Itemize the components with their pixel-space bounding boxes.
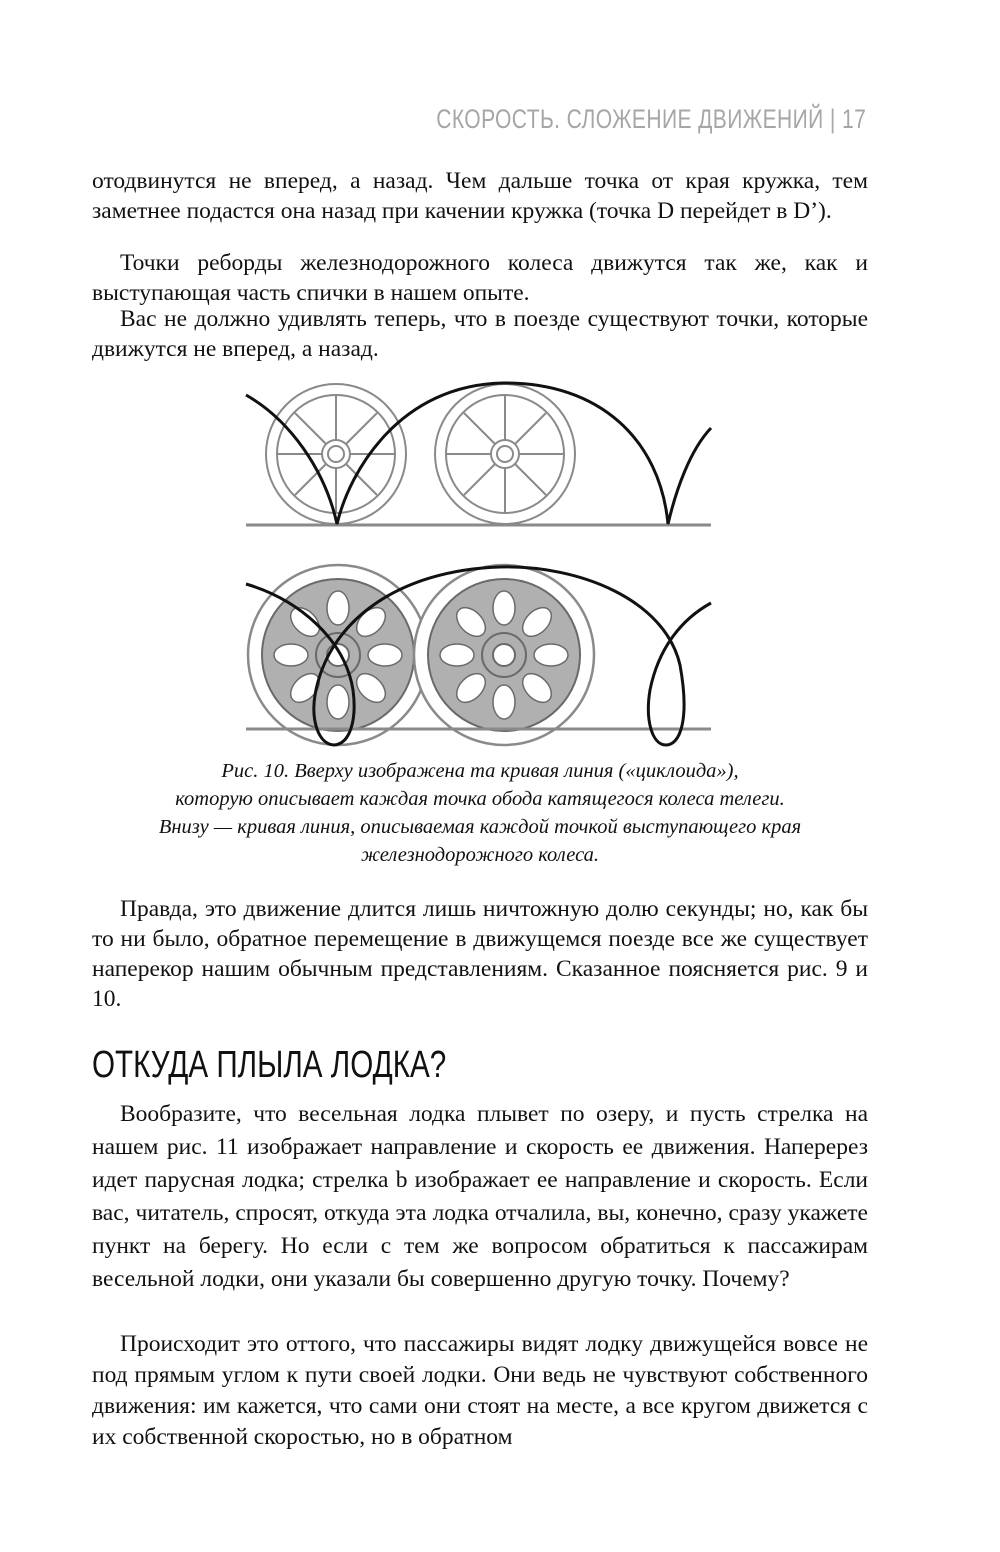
- railway-wheel-right: [414, 565, 594, 745]
- section-title: ОТКУДА ПЛЫЛА ЛОДКА?: [92, 1044, 447, 1086]
- caption-line: Внизу — кривая линия, описываемая каждой точкой выступающего края: [158, 816, 802, 838]
- caption-line: которую описывает каждая точка обода катящегося колеса телеги.: [175, 788, 785, 810]
- paragraph-6: Происходит это оттого, что пассажиры видят лодку движущейся вовсе не под прямым углом к пути своей лодки. Они ведь не чувствуют собственного движения: им кажется, что сами они стоят на месте, а все кругом движется с их собственной скоростью, но в обратном: [92, 1331, 868, 1450]
- caption-line: Рис. 10. Вверху изображена та кривая линия («циклоида»),: [221, 760, 739, 782]
- cart-wheel-left: [266, 384, 406, 524]
- caption-line: железнодорожного колеса.: [360, 844, 600, 866]
- running-header: СКОРОСТЬ. СЛОЖЕНИЕ ДВИЖЕНИЙ | 17: [436, 104, 866, 134]
- figure-caption: [92, 757, 868, 869]
- paragraph-5: Вообразите, что весельная лодка плывет по озеру, и пусть стрелка на нашем рис. 11 изображает направление и скорость ее движения. Наперерез идет парусная лодка; стрелка b изображает ее направление и скорость. Если вас, читатель, спросят, откуда эта лодка отчалила, вы, конечно, сразу укажете пункт на берегу. Но если с тем же вопросом обратиться к пассажирам весельной лодки, они указали бы совершенно другую точку. Почему?: [92, 1101, 868, 1292]
- paragraph-4: Правда, это движение длится лишь ничтожную долю секунды; но, как бы то ни было, обратное перемещение в движущемся поезде все же существует наперекор нашим обычным представлениям. Сказанное поясняется рис. 9 и 10.: [92, 896, 868, 1012]
- paragraph-2: Точки реборды железнодорожного колеса движутся так же, как и выступающая часть спички в нашем опыте.: [92, 250, 868, 306]
- paragraph-3: Вас не должно удивлять теперь, что в поезде существуют точки, которые движутся не вперед, а назад.: [92, 306, 868, 362]
- railway-wheel-left: [248, 565, 428, 745]
- figure-10-cycloid-illustration: [0, 375, 1000, 760]
- paragraph-1: отодвинутся не вперед, а назад. Чем дальше точка от края кружка, тем заметнее подастся она назад при качении кружка (точка D перейдет в D’).: [92, 168, 868, 224]
- cart-wheel-right: [435, 384, 575, 524]
